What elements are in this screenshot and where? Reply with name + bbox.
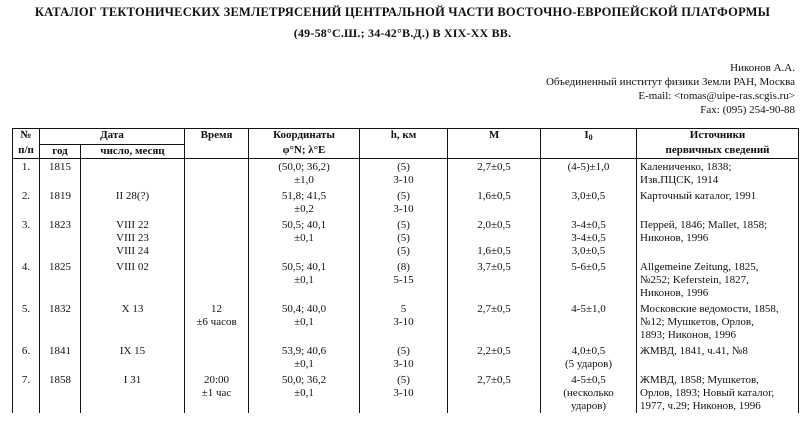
- cell-time: [185, 358, 249, 371]
- header-intensity: [541, 129, 637, 145]
- cell-time: [185, 345, 249, 358]
- cell-number: [13, 316, 40, 329]
- author-fax: Fax: (095) 254-90-88: [700, 104, 795, 116]
- cell-sources: Никонов, 1996: [637, 232, 799, 245]
- header-num-sub: п/п: [13, 144, 40, 158]
- cell-intensity: [541, 329, 637, 342]
- cell-time: [185, 190, 249, 203]
- cell-coordinates: [249, 245, 360, 258]
- table-row: [13, 274, 799, 287]
- table-row: [13, 400, 799, 413]
- cell-coordinates: 50,5; 40,1: [249, 219, 360, 232]
- table-row: [13, 245, 799, 258]
- cell-date: [81, 274, 185, 287]
- cell-year: [40, 274, 81, 287]
- cell-date: VIII 24: [81, 245, 185, 258]
- cell-year: [40, 287, 81, 300]
- cell-year: 1832: [40, 303, 81, 316]
- cell-magnitude: 3,7±0,5: [448, 261, 541, 274]
- cell-date: VIII 22: [81, 219, 185, 232]
- cell-magnitude: [448, 232, 541, 245]
- cell-coordinates: ±0,1: [249, 316, 360, 329]
- cell-year: [40, 316, 81, 329]
- cell-number: 3.: [13, 219, 40, 232]
- cell-number: 6.: [13, 345, 40, 358]
- cell-number: [13, 245, 40, 258]
- cell-intensity: 4,0±0,5: [541, 345, 637, 358]
- cell-date: VIII 02: [81, 261, 185, 274]
- cell-coordinates: 50,0; 36,2: [249, 374, 360, 387]
- cell-intensity: 4-5±0,5: [541, 374, 637, 387]
- cell-sources: Орлов, 1893; Новый каталог,: [637, 387, 799, 400]
- header-num: №: [13, 129, 40, 145]
- cell-intensity: [541, 316, 637, 329]
- header-depth-sub: [360, 144, 448, 158]
- cell-number: [13, 274, 40, 287]
- cell-year: 1858: [40, 374, 81, 387]
- table-row: [13, 345, 799, 358]
- cell-sources: Московские ведомости, 1858,: [637, 303, 799, 316]
- cell-time: [185, 174, 249, 187]
- cell-sources: [637, 358, 799, 371]
- cell-sources: [637, 245, 799, 258]
- cell-number: [13, 400, 40, 413]
- cell-date: VIII 23: [81, 232, 185, 245]
- table-row: [13, 219, 799, 232]
- cell-depth: [360, 287, 448, 300]
- cell-depth: (5): [360, 345, 448, 358]
- cell-magnitude: [448, 358, 541, 371]
- table-row: [13, 358, 799, 371]
- cell-magnitude: [448, 203, 541, 216]
- cell-sources: Allgemeine Zeitung, 1825,: [637, 261, 799, 274]
- cell-coordinates: [249, 400, 360, 413]
- table-row: [13, 387, 799, 400]
- header-depth: h, км: [360, 129, 448, 145]
- cell-depth: 5: [360, 303, 448, 316]
- table-row: [13, 316, 799, 329]
- cell-date: [81, 316, 185, 329]
- table-row: [13, 190, 799, 203]
- cell-time: [185, 203, 249, 216]
- cell-year: 1825: [40, 261, 81, 274]
- cell-time: ±1 час: [185, 387, 249, 400]
- cell-year: [40, 329, 81, 342]
- cell-depth: (5): [360, 245, 448, 258]
- cell-date: [81, 287, 185, 300]
- cell-sources: Калениченко, 1838;: [637, 158, 799, 174]
- cell-magnitude: 2,0±0,5: [448, 219, 541, 232]
- cell-coordinates: ±1,0: [249, 174, 360, 187]
- header-sources-sub: первичных сведений: [637, 144, 799, 158]
- cell-year: 1815: [40, 158, 81, 174]
- cell-coordinates: [249, 287, 360, 300]
- cell-sources: Перрей, 1846; Mallet, 1858;: [637, 219, 799, 232]
- cell-sources: №252; Keferstein, 1827,: [637, 274, 799, 287]
- cell-depth: [360, 400, 448, 413]
- cell-intensity: 3-4±0,5: [541, 219, 637, 232]
- cell-number: [13, 329, 40, 342]
- header-magnitude: M: [448, 129, 541, 145]
- cell-year: [40, 203, 81, 216]
- cell-coordinates: 50,4; 40,0: [249, 303, 360, 316]
- cell-coordinates: [249, 329, 360, 342]
- header-year: год: [40, 144, 81, 158]
- header-time: Время: [185, 129, 249, 145]
- cell-magnitude: [448, 316, 541, 329]
- cell-date: IX 15: [81, 345, 185, 358]
- cell-number: [13, 203, 40, 216]
- cell-year: 1841: [40, 345, 81, 358]
- table-row: [13, 203, 799, 216]
- cell-date: [81, 174, 185, 187]
- cell-sources: Изв.ПЦСК, 1914: [637, 174, 799, 187]
- cell-time: 12: [185, 303, 249, 316]
- table-row: [13, 232, 799, 245]
- cell-number: 7.: [13, 374, 40, 387]
- cell-coordinates: 53,9; 40,6: [249, 345, 360, 358]
- cell-number: [13, 358, 40, 371]
- cell-magnitude: 1,6±0,5: [448, 190, 541, 203]
- cell-depth: (5): [360, 232, 448, 245]
- cell-sources: ЖМВД, 1858; Мушкетов,: [637, 374, 799, 387]
- cell-time: 20:00: [185, 374, 249, 387]
- cell-magnitude: 1,6±0,5: [448, 245, 541, 258]
- cell-sources: 1977, ч.29; Никонов, 1996: [637, 400, 799, 413]
- cell-year: [40, 358, 81, 371]
- cell-intensity: 3-4±0,5: [541, 232, 637, 245]
- cell-magnitude: [448, 287, 541, 300]
- catalog-body: [13, 158, 799, 413]
- cell-date: [81, 400, 185, 413]
- cell-time: [185, 400, 249, 413]
- cell-intensity: 5-6±0,5: [541, 261, 637, 274]
- header-intensity-base: I: [584, 129, 589, 141]
- header-coords: Координаты: [249, 129, 360, 145]
- cell-intensity: [541, 174, 637, 187]
- cell-depth: 3-10: [360, 316, 448, 329]
- cell-depth: 3-10: [360, 174, 448, 187]
- cell-sources: ЖМВД, 1841, ч.41, №8: [637, 345, 799, 358]
- cell-time: [185, 245, 249, 258]
- header-coords-sub: φ°N; λ°E: [249, 144, 360, 158]
- cell-magnitude: [448, 174, 541, 187]
- cell-year: [40, 174, 81, 187]
- cell-year: [40, 245, 81, 258]
- table-row: [13, 261, 799, 274]
- cell-depth: [360, 329, 448, 342]
- cell-sources: №12; Мушкетов, Орлов,: [637, 316, 799, 329]
- table-row: [13, 303, 799, 316]
- table-row: [13, 374, 799, 387]
- earthquake-catalog-table: [12, 128, 799, 413]
- header-sources: Источники: [637, 129, 799, 145]
- cell-time: [185, 287, 249, 300]
- cell-coordinates: ±0,1: [249, 274, 360, 287]
- cell-depth: 5-15: [360, 274, 448, 287]
- author-name: Никонов А.А.: [730, 62, 795, 74]
- cell-date: II 28(?): [81, 190, 185, 203]
- cell-intensity: [541, 274, 637, 287]
- cell-sources: Карточный каталог, 1991: [637, 190, 799, 203]
- cell-date: [81, 158, 185, 174]
- cell-coordinates: ±0,1: [249, 232, 360, 245]
- cell-sources: Никонов, 1996: [637, 287, 799, 300]
- header-time-sub: [185, 144, 249, 158]
- cell-intensity: [541, 203, 637, 216]
- cell-coordinates: ±0,1: [249, 358, 360, 371]
- cell-intensity: 4-5±1,0: [541, 303, 637, 316]
- cell-intensity: ударов): [541, 400, 637, 413]
- cell-sources: [637, 203, 799, 216]
- cell-number: 4.: [13, 261, 40, 274]
- author-institute: Объединенный институт физики Земли РАН, Москва: [545, 76, 795, 88]
- cell-number: 1.: [13, 158, 40, 174]
- cell-year: [40, 232, 81, 245]
- cell-magnitude: 2,7±0,5: [448, 374, 541, 387]
- cell-magnitude: 2,7±0,5: [448, 158, 541, 174]
- cell-year: 1823: [40, 219, 81, 232]
- cell-date: I 31: [81, 374, 185, 387]
- cell-magnitude: 2,7±0,5: [448, 303, 541, 316]
- cell-depth: 3-10: [360, 358, 448, 371]
- cell-time: ±6 часов: [185, 316, 249, 329]
- table-subheader-row: [13, 144, 799, 158]
- cell-coordinates: 50,5; 40,1: [249, 261, 360, 274]
- table-row: [13, 158, 799, 174]
- cell-time: [185, 329, 249, 342]
- cell-time: [185, 219, 249, 232]
- cell-time: [185, 158, 249, 174]
- cell-date: [81, 358, 185, 371]
- cell-magnitude: [448, 387, 541, 400]
- cell-intensity: (5 ударов): [541, 358, 637, 371]
- header-daymonth: число, месяц: [81, 144, 185, 158]
- cell-intensity: (несколько: [541, 387, 637, 400]
- cell-intensity: (4-5)±1,0: [541, 158, 637, 174]
- cell-depth: 3-10: [360, 387, 448, 400]
- cell-depth: (5): [360, 190, 448, 203]
- table-header-row: [13, 129, 799, 145]
- cell-coordinates: ±0,2: [249, 203, 360, 216]
- author-email: E-mail: <tomas@uipe-ras.scgis.ru>: [638, 90, 795, 102]
- header-intensity-sub: 0: [588, 133, 593, 142]
- cell-date: X 13: [81, 303, 185, 316]
- cell-number: [13, 287, 40, 300]
- header-intensity-sub-cell: [541, 144, 637, 158]
- cell-intensity: 3,0±0,5: [541, 190, 637, 203]
- cell-year: [40, 387, 81, 400]
- table-row: [13, 287, 799, 300]
- cell-depth: (5): [360, 374, 448, 387]
- cell-depth: (8): [360, 261, 448, 274]
- cell-coordinates: ±0,1: [249, 387, 360, 400]
- cell-magnitude: 2,2±0,5: [448, 345, 541, 358]
- table-row: [13, 174, 799, 187]
- header-date: Дата: [40, 129, 185, 145]
- table-row: [13, 329, 799, 342]
- cell-magnitude: [448, 329, 541, 342]
- cell-date: [81, 329, 185, 342]
- cell-time: [185, 232, 249, 245]
- cell-number: 5.: [13, 303, 40, 316]
- cell-intensity: 3,0±0,5: [541, 245, 637, 258]
- catalog-title: КАТАЛОГ ТЕКТОНИЧЕСКИХ ЗЕМЛЕТРЯСЕНИЙ ЦЕНТРАЛЬНОЙ ЧАСТИ ВОСТОЧНО-ЕВРОПЕЙСКОЙ ПЛАТФОРМЫ: [34, 5, 771, 19]
- cell-year: [40, 400, 81, 413]
- cell-date: [81, 387, 185, 400]
- cell-date: [81, 203, 185, 216]
- cell-time: [185, 261, 249, 274]
- header-magnitude-sub: [448, 144, 541, 158]
- cell-depth: (5): [360, 219, 448, 232]
- cell-number: [13, 174, 40, 187]
- cell-number: [13, 232, 40, 245]
- cell-depth: (5): [360, 158, 448, 174]
- cell-magnitude: [448, 274, 541, 287]
- catalog-subtitle: (49-58°С.Ш.; 34-42°В.Д.) В XIX-XX ВВ.: [293, 26, 512, 40]
- cell-coordinates: 51,8; 41,5: [249, 190, 360, 203]
- cell-depth: 3-10: [360, 203, 448, 216]
- cell-intensity: [541, 287, 637, 300]
- cell-number: 2.: [13, 190, 40, 203]
- cell-number: [13, 387, 40, 400]
- cell-year: 1819: [40, 190, 81, 203]
- cell-coordinates: (50,0; 36,2): [249, 158, 360, 174]
- cell-time: [185, 274, 249, 287]
- cell-sources: 1893; Никонов, 1996: [637, 329, 799, 342]
- cell-magnitude: [448, 400, 541, 413]
